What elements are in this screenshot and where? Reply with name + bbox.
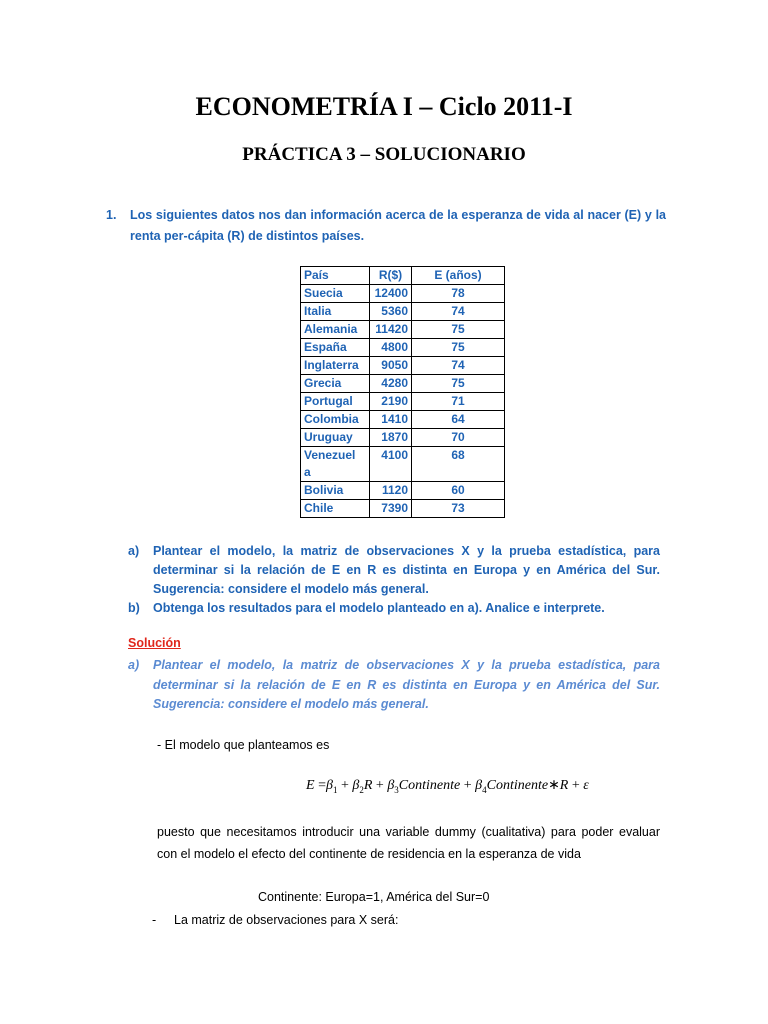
cell-income: 11420	[370, 321, 412, 339]
document-title: ECONOMETRÍA I – Ciclo 2011-I	[195, 92, 573, 121]
cell-country: Italia	[301, 303, 370, 321]
cell-country: Grecia	[301, 375, 370, 393]
model-intro: - El modelo que planteamos es	[157, 738, 330, 752]
table-body	[301, 285, 505, 518]
table-row	[301, 429, 505, 447]
cell-life-expectancy: 70	[412, 429, 505, 447]
cell-life-expectancy: 73	[412, 500, 505, 518]
cell-country: Colombia	[301, 411, 370, 429]
table-header-row	[301, 267, 505, 285]
cell-life-expectancy: 75	[412, 339, 505, 357]
table-row	[301, 393, 505, 411]
cell-income: 2190	[370, 393, 412, 411]
cell-income: 4100	[370, 447, 412, 482]
eq-beta1-sub: 1	[332, 784, 338, 795]
cell-life-expectancy: 75	[412, 321, 505, 339]
cell-country: Uruguay	[301, 429, 370, 447]
cell-income: 1120	[370, 482, 412, 500]
eq-beta1: β	[325, 778, 333, 793]
question-number: 1.	[106, 208, 117, 222]
matrix-intro: La matriz de observaciones para X será:	[174, 913, 399, 927]
item-text: Plantear el modelo, la matriz de observaciones X y la prueba estadística, para determinar si la relación de E en R es distinta en Europa y en América del Sur. Sugerencia: considere el modelo más general.	[153, 544, 660, 596]
header-country: País	[301, 267, 370, 285]
table-row	[301, 411, 505, 429]
country-data-table	[300, 266, 505, 518]
list-dash: -	[152, 913, 157, 927]
cell-country: Alemania	[301, 321, 370, 339]
cell-income: 1870	[370, 429, 412, 447]
eq-beta3-sub: 3	[394, 784, 399, 795]
eq-beta4: β	[475, 778, 483, 793]
eq-continente: Continente	[398, 778, 461, 793]
solution-label: a)	[128, 658, 140, 672]
table-row	[301, 339, 505, 357]
cell-income: 7390	[370, 500, 412, 518]
cell-income: 12400	[370, 285, 412, 303]
document-subtitle: PRÁCTICA 3 – SOLUCIONARIO	[242, 144, 526, 165]
cell-country: Portugal	[301, 393, 370, 411]
cell-life-expectancy: 71	[412, 393, 505, 411]
cell-country: Venezuel a	[301, 447, 370, 482]
header-life-expectancy: E (años)	[412, 267, 505, 285]
solution-text: Plantear el modelo, la matriz de observaciones X y la prueba estadística, para determinar si la relación de E en R es distinta en Europa y en América del Sur. Sugerencia: considere el modelo más general.	[153, 658, 660, 711]
table-row	[301, 285, 505, 303]
item-label: a)	[128, 544, 140, 558]
cell-country: España	[301, 339, 370, 357]
item-text: Obtenga los resultados para el modelo planteado en a). Analice e interprete.	[153, 601, 605, 615]
cell-country: Suecia	[301, 285, 370, 303]
table-row	[301, 303, 505, 321]
cell-income: 5360	[370, 303, 412, 321]
cell-life-expectancy: 75	[412, 375, 505, 393]
table-row	[301, 357, 505, 375]
cell-life-expectancy: 60	[412, 482, 505, 500]
cell-life-expectancy: 68	[412, 447, 505, 482]
header-income: R($)	[370, 267, 412, 285]
cell-life-expectancy: 64	[412, 411, 505, 429]
cell-income: 9050	[370, 357, 412, 375]
item-a	[128, 542, 660, 599]
eq-continente-2: Continente	[486, 778, 549, 793]
eq-lhs: E	[306, 778, 315, 793]
model-equation: $E =\beta_1 + \beta_2R$ + $\beta_3Continente$ + $\beta_4Continente∗R + \varepsilon$	[306, 778, 589, 795]
cell-country: Inglaterra	[301, 357, 370, 375]
question-1	[106, 205, 666, 247]
table-row	[301, 482, 505, 500]
explanation-paragraph: puesto que necesitamos introducir una variable dummy (cualitativa) para poder evaluar con el modelo el efecto del continente de residencia en la esperanza de vida	[157, 825, 660, 861]
dummy-definition: Continente: Europa=1, América del Sur=0	[258, 890, 490, 904]
solution-a	[128, 656, 660, 715]
eq-beta3: β	[387, 778, 395, 793]
cell-life-expectancy: 74	[412, 303, 505, 321]
eq-r: R	[363, 778, 373, 793]
table-row	[301, 447, 505, 482]
solution-heading: Solución	[128, 636, 181, 650]
eq-r-2: R	[559, 778, 569, 793]
table-row	[301, 321, 505, 339]
cell-country: Bolivia	[301, 482, 370, 500]
eq-beta4-sub: 4	[482, 784, 487, 795]
cell-income: 1410	[370, 411, 412, 429]
cell-life-expectancy: 74	[412, 357, 505, 375]
table-row	[301, 375, 505, 393]
eq-beta2-sub: 2	[359, 784, 364, 795]
item-label: b)	[128, 601, 140, 615]
table-row	[301, 500, 505, 518]
eq-beta2: β	[352, 778, 360, 793]
cell-life-expectancy: 78	[412, 285, 505, 303]
cell-income: 4800	[370, 339, 412, 357]
question-text: Los siguientes datos nos dan información acerca de la esperanza de vida al nacer (E) y la renta per-cápita (R) de distintos países.	[130, 208, 666, 243]
eq-error: ε	[583, 778, 589, 793]
item-b	[128, 599, 660, 618]
cell-country: Chile	[301, 500, 370, 518]
cell-income: 4280	[370, 375, 412, 393]
